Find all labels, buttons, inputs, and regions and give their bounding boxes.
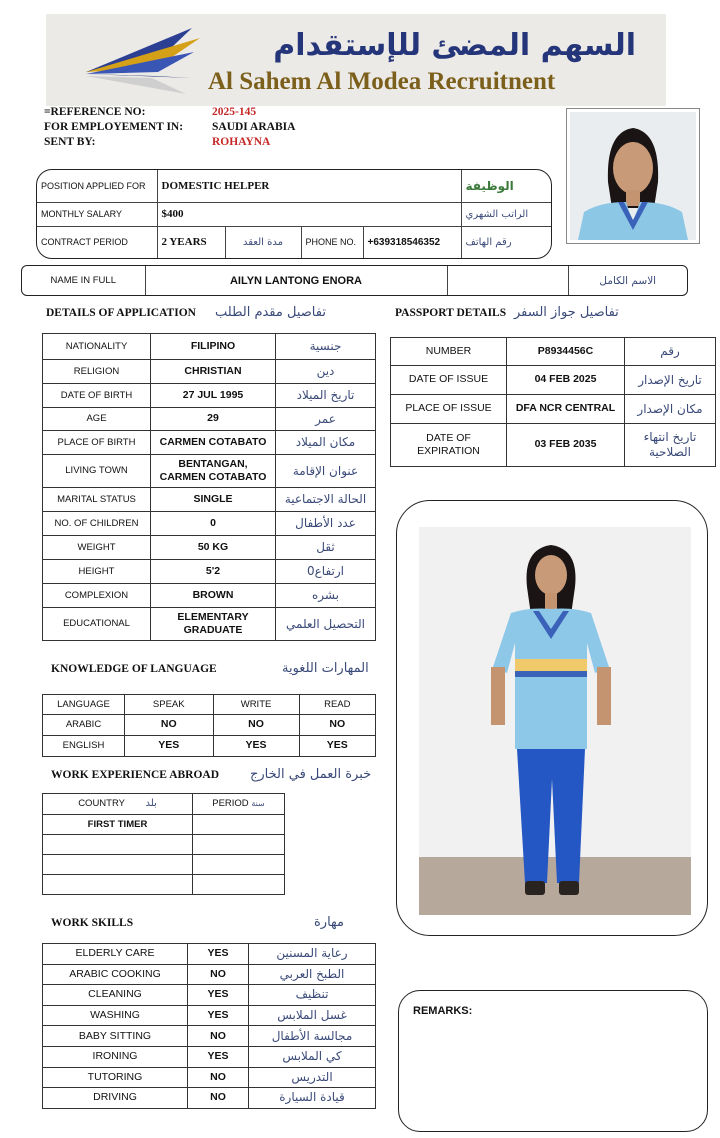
language-header-cell: WRITE — [213, 695, 299, 715]
passport-row — [391, 366, 716, 395]
application-row-value: BROWN — [151, 584, 276, 608]
applicant-headshot — [566, 108, 700, 244]
skill-label: TUTORING — [43, 1067, 188, 1088]
application-row-arabic: مكان الميلاد — [276, 431, 376, 455]
passport-title-arabic: تفاصيل جواز السفر — [514, 305, 619, 320]
language-title-arabic: المهارات اللغوية — [282, 661, 369, 676]
country-arabic: بلد — [145, 797, 157, 809]
application-row — [43, 334, 376, 360]
reference-label: =REFERENCE NO: — [44, 106, 146, 118]
company-banner — [46, 14, 666, 106]
name-arabic: الاسم الكامل — [599, 274, 657, 287]
skill-arabic: كي الملابس — [249, 1046, 376, 1067]
language-name: ARABIC — [43, 715, 125, 736]
application-row — [43, 608, 376, 641]
passport-row-arabic: رقم — [625, 338, 716, 366]
company-latin-name: Al Sahem Al Modea Recruitnent — [208, 68, 556, 95]
phone-arabic: رقم الهاتف — [461, 226, 551, 258]
employment-label: FOR EMPLOYEMENT IN: — [44, 121, 184, 133]
experience-title: WORK EXPERIENCE ABROAD — [51, 769, 220, 781]
skill-arabic: مجالسة الأطفال — [249, 1026, 376, 1047]
language-table — [42, 694, 376, 757]
reference-value: 2025-145 — [212, 106, 257, 118]
language-title: KNOWLEDGE OF LANGUAGE — [51, 663, 217, 675]
salary-label: MONTHLY SALARY — [37, 202, 157, 226]
skill-label: ARABIC COOKING — [43, 964, 188, 985]
application-row-label: COMPLEXION — [43, 584, 151, 608]
application-row-value: ELEMENTARY GRADUATE — [151, 608, 276, 641]
application-row — [43, 488, 376, 512]
passport-row-arabic: مكان الإصدار — [625, 395, 716, 424]
application-row-arabic: عمر — [276, 408, 376, 431]
experience-period — [193, 855, 285, 875]
application-row-label: EDUCATIONAL — [43, 608, 151, 641]
skill-arabic: قيادة السيارة — [249, 1088, 376, 1109]
language-level: NO — [125, 715, 214, 736]
contract-value: 2 YEARS — [157, 226, 225, 258]
skill-label: CLEANING — [43, 985, 188, 1006]
sent-by-value: ROHAYNA — [212, 136, 271, 148]
passport-table — [390, 337, 716, 467]
experience-country: FIRST TIMER — [43, 815, 193, 835]
passport-row-label: NUMBER — [391, 338, 507, 366]
skill-value: YES — [188, 1046, 249, 1067]
remarks-label: REMARKS: — [413, 1005, 473, 1017]
skill-row — [43, 1046, 376, 1067]
experience-row — [43, 855, 285, 875]
skill-label: IRONING — [43, 1046, 188, 1067]
language-header-row — [43, 695, 376, 715]
application-row-arabic: دين — [276, 360, 376, 384]
skill-row — [43, 964, 376, 985]
skill-row — [43, 1026, 376, 1047]
skill-value: YES — [188, 1005, 249, 1026]
skills-title-arabic: مهارة — [314, 915, 345, 930]
skill-value: NO — [188, 1088, 249, 1109]
application-row-arabic: عدد الأطفال — [276, 512, 376, 536]
application-row-label: DATE OF BIRTH — [43, 384, 151, 408]
arrow-logo-icon — [82, 22, 202, 102]
skill-label: BABY SITTING — [43, 1026, 188, 1047]
application-row-value: BENTANGAN, CARMEN COTABATO — [151, 455, 276, 488]
passport-row-label: PLACE OF ISSUE — [391, 395, 507, 424]
experience-period — [193, 815, 285, 835]
application-row-value: 5'2 — [151, 560, 276, 584]
application-row-label: NO. OF CHILDREN — [43, 512, 151, 536]
experience-table — [42, 793, 285, 895]
skills-title: WORK SKILLS — [51, 917, 134, 929]
full-name-box — [21, 265, 688, 296]
passport-row — [391, 338, 716, 366]
skill-value: YES — [188, 985, 249, 1006]
application-row-value: 0 — [151, 512, 276, 536]
skill-value: YES — [188, 944, 249, 965]
language-header-cell: READ — [299, 695, 375, 715]
skill-row — [43, 985, 376, 1006]
application-row-arabic: جنسية — [276, 334, 376, 360]
experience-row — [43, 835, 285, 855]
application-row-value: CARMEN COTABATO — [151, 431, 276, 455]
skill-arabic: تنظيف — [249, 985, 376, 1006]
application-row-value: FILIPINO — [151, 334, 276, 360]
passport-row — [391, 424, 716, 467]
application-row-label: WEIGHT — [43, 536, 151, 560]
salary-arabic: الراتب الشهري — [461, 202, 551, 226]
skill-row — [43, 1088, 376, 1109]
application-row — [43, 408, 376, 431]
skill-arabic: الطبخ العربي — [249, 964, 376, 985]
experience-country — [43, 875, 193, 895]
position-arabic: الوظيفة — [461, 170, 551, 202]
period-arabic: سنة — [251, 799, 265, 809]
headshot-figure-icon — [570, 112, 696, 240]
passport-row — [391, 395, 716, 424]
position-details-box — [36, 169, 552, 259]
full-body-figure-icon — [419, 527, 691, 915]
experience-country — [43, 835, 193, 855]
language-row — [43, 736, 376, 757]
position-value: DOMESTIC HELPER — [157, 170, 461, 202]
passport-row-value: 03 FEB 2035 — [507, 424, 625, 467]
remarks-box — [398, 990, 708, 1132]
language-header-cell: LANGUAGE — [43, 695, 125, 715]
experience-title-arabic: خبرة العمل في الخارج — [250, 767, 372, 782]
language-header-cell: SPEAK — [125, 695, 214, 715]
application-row-arabic: تاريخ الميلاد — [276, 384, 376, 408]
application-row — [43, 384, 376, 408]
passport-row-value: DFA NCR CENTRAL — [507, 395, 625, 424]
period-label: PERIOD — [212, 798, 249, 810]
application-row-arabic: ارتفاع0 — [276, 560, 376, 584]
application-row — [43, 431, 376, 455]
skill-row — [43, 1067, 376, 1088]
country-label: COUNTRY — [78, 797, 125, 809]
application-title-arabic: تفاصيل مقدم الطلب — [215, 305, 326, 320]
contract-label: CONTRACT PERIOD — [37, 226, 157, 258]
passport-row-arabic: تاريخ الإصدار — [625, 366, 716, 395]
application-row-arabic: التحصيل العلمي — [276, 608, 376, 641]
passport-row-value: 04 FEB 2025 — [507, 366, 625, 395]
skill-value: NO — [188, 1026, 249, 1047]
sent-by-label: SENT BY: — [44, 136, 96, 148]
passport-row-label: DATE OF EXPIRATION — [391, 424, 507, 467]
language-level: YES — [125, 736, 214, 757]
application-row — [43, 560, 376, 584]
experience-period — [193, 875, 285, 895]
skill-arabic: رعاية المسنين — [249, 944, 376, 965]
passport-title: PASSPORT DETAILS — [395, 307, 507, 319]
name-value: AILYN LANTONG ENORA — [145, 266, 447, 295]
experience-row — [43, 815, 285, 835]
application-title: DETAILS OF APPLICATION — [46, 307, 196, 319]
skill-row — [43, 944, 376, 965]
phone-label: PHONE NO. — [301, 226, 363, 258]
language-level: NO — [213, 715, 299, 736]
skill-label: DRIVING — [43, 1088, 188, 1109]
position-label: POSITION APPLIED FOR — [37, 170, 157, 202]
contract-arabic: مدة العقد — [225, 226, 301, 258]
application-row-label: RELIGION — [43, 360, 151, 384]
employment-value: SAUDI ARABIA — [212, 121, 296, 133]
country-header — [43, 794, 193, 815]
application-row-arabic: الحالة الاجتماعية — [276, 488, 376, 512]
language-level: YES — [213, 736, 299, 757]
application-row-value: SINGLE — [151, 488, 276, 512]
skill-arabic: التدريس — [249, 1067, 376, 1088]
passport-row-value: P8934456C — [507, 338, 625, 366]
period-header — [193, 794, 285, 815]
passport-row-arabic: تاريخ انتهاء الصلاحية — [625, 424, 716, 467]
skill-label: ELDERLY CARE — [43, 944, 188, 965]
phone-value: +639318546352 — [363, 226, 461, 258]
skill-row — [43, 1005, 376, 1026]
application-row-label: HEIGHT — [43, 560, 151, 584]
language-row — [43, 715, 376, 736]
application-row — [43, 584, 376, 608]
company-arabic-name: السهم المضئ للإستقدام — [273, 28, 636, 63]
skill-value: NO — [188, 1067, 249, 1088]
application-row-value: CHRISTIAN — [151, 360, 276, 384]
application-row-arabic: بشره — [276, 584, 376, 608]
application-row — [43, 455, 376, 488]
language-name: ENGLISH — [43, 736, 125, 757]
skill-label: WASHING — [43, 1005, 188, 1026]
application-row-label: PLACE OF BIRTH — [43, 431, 151, 455]
application-row-label: LIVING TOWN — [43, 455, 151, 488]
language-level: YES — [299, 736, 375, 757]
experience-country — [43, 855, 193, 875]
applicant-full-body-photo — [396, 500, 708, 936]
application-row-label: MARITAL STATUS — [43, 488, 151, 512]
experience-period — [193, 835, 285, 855]
salary-value: $400 — [157, 202, 461, 226]
application-row — [43, 536, 376, 560]
application-row — [43, 512, 376, 536]
experience-row — [43, 875, 285, 895]
skill-value: NO — [188, 964, 249, 985]
application-row-label: NATIONALITY — [43, 334, 151, 360]
application-table — [42, 333, 376, 641]
skill-arabic: غسل الملابس — [249, 1005, 376, 1026]
application-row-label: AGE — [43, 408, 151, 431]
application-row-value: 27 JUL 1995 — [151, 384, 276, 408]
name-label: NAME IN FULL — [22, 266, 145, 295]
application-row — [43, 360, 376, 384]
passport-row-label: DATE OF ISSUE — [391, 366, 507, 395]
application-row-arabic: ثقل — [276, 536, 376, 560]
application-row-arabic: عنوان الإقامة — [276, 455, 376, 488]
application-row-value: 29 — [151, 408, 276, 431]
language-level: NO — [299, 715, 375, 736]
application-row-value: 50 KG — [151, 536, 276, 560]
skills-table — [42, 943, 376, 1109]
